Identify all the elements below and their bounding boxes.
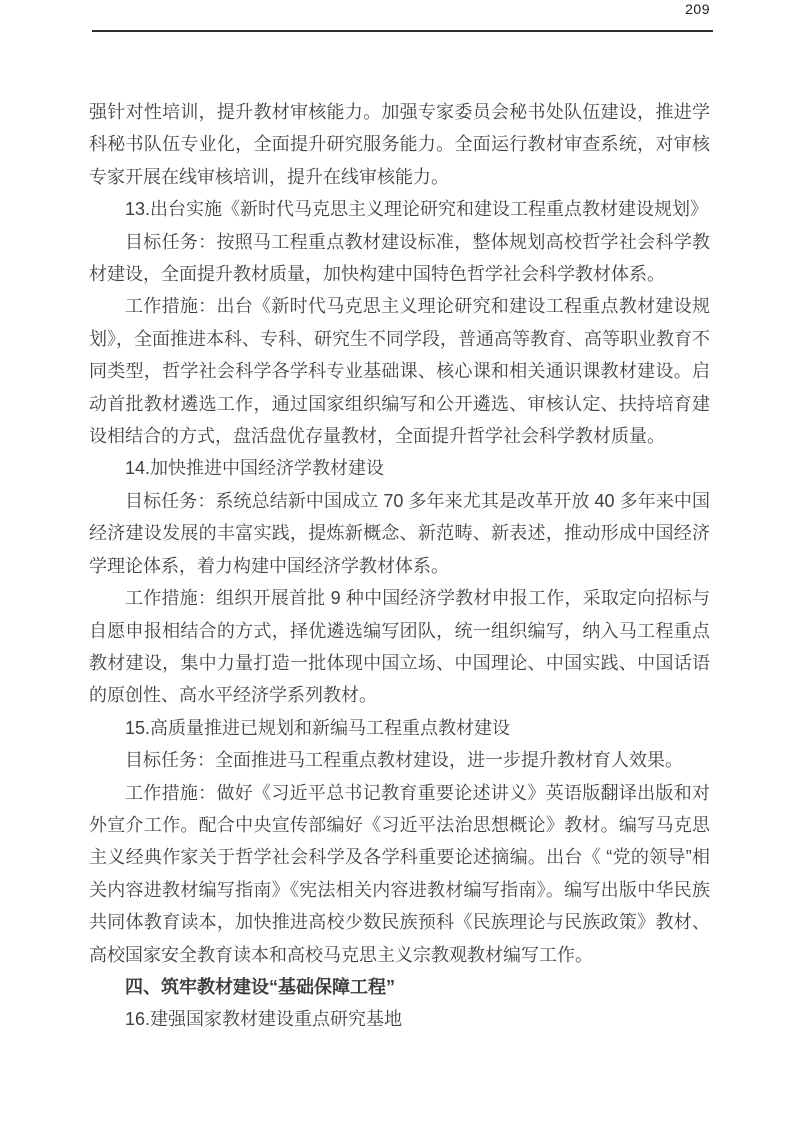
header-rule [92,30,713,32]
para-item-13-target: 目标任务：按照马工程重点教材建设标准，整体规划高校哲学社会科学教材建设，全面提升教材质量，加快构建中国特色哲学社会科学教材体系。 [89,231,710,285]
para-continuation-review-training: 强针对性培训，提升教材审核能力。加强专家委员会秘书处队伍建设，推进学科秘书队伍专业化，全面提升研究服务能力。全面运行教材审查系统，对审核专家开展在线审核培训，提升在线审核能力。 [89,102,710,187]
section-heading-4: 四、筑牢教材建设“基础保障工程” [125,976,395,997]
page-number: 209 [685,1,710,17]
para-item-14-target: 目标任务：系统总结新中国成立 70 多年来尤其是改革开放 40 多年来中国经济建设发展的丰富实践，提炼新概念、新范畴、新表述，推动形成中国经济学理论体系，着力构建中国经济学教材体系。 [89,490,710,576]
para-item-14-title: 14.加快推进中国经济学教材建设 [125,458,385,479]
para-item-13-measures: 工作措施：出台《新时代马克思主义理论研究和建设工程重点教材建设规划》，全面推进本科、专科、研究生不同学段，普通高等教育、高等职业教育不同类型，哲学社会科学各学科专业基础课、核心课和相关通识课教材建设。启动首批教材遴选工作，通过国家组织编写和公开遴选、审核认定、扶持培育建设相结合的方式，盘活盘优存量教材，全面提升哲学社会科学教材质量。 [89,296,710,447]
para-item-15-target: 目标任务：全面推进马工程重点教材建设，进一步提升教材育人效果。 [125,750,683,771]
document-body [89,96,710,1036]
para-item-15-title: 15.高质量推进已规划和新编马工程重点教材建设 [125,717,511,738]
para-item-15-measures: 工作措施：做好《习近平总书记教育重要论述讲义》英语版翻译出版和对外宣介工作。配合中央宣传部编好《习近平法治思想概论》教材。编写马克思主义经典作家关于哲学社会科学及各学科重要论述摘编。出台《 “党的领导”相关内容进教材编写指南》《宪法相关内容进教材编写指南》。编写出版中华民族共同体教育读本，加快推进高校少数民族预科《民族理论与民族政策》教材、高校国家安全教育读本和高校马克思主义宗教观教材编写工作。 [89,782,710,965]
para-item-13-title: 13.出台实施《新时代马克思主义理论研究和建设工程重点教材建设规划》 [125,199,709,220]
para-item-16-title: 16.建强国家教材建设重点研究基地 [125,1009,403,1030]
para-item-14-measures: 工作措施：组织开展首批 9 种中国经济学教材申报工作，采取定向招标与自愿申报相结合的方式，择优遴选编写团队，统一组织编写，纳入马工程重点教材建设，集中力量打造一批体现中国立场、中国理论、中国实践、中国话语的原创性、高水平经济学系列教材。 [89,588,710,706]
